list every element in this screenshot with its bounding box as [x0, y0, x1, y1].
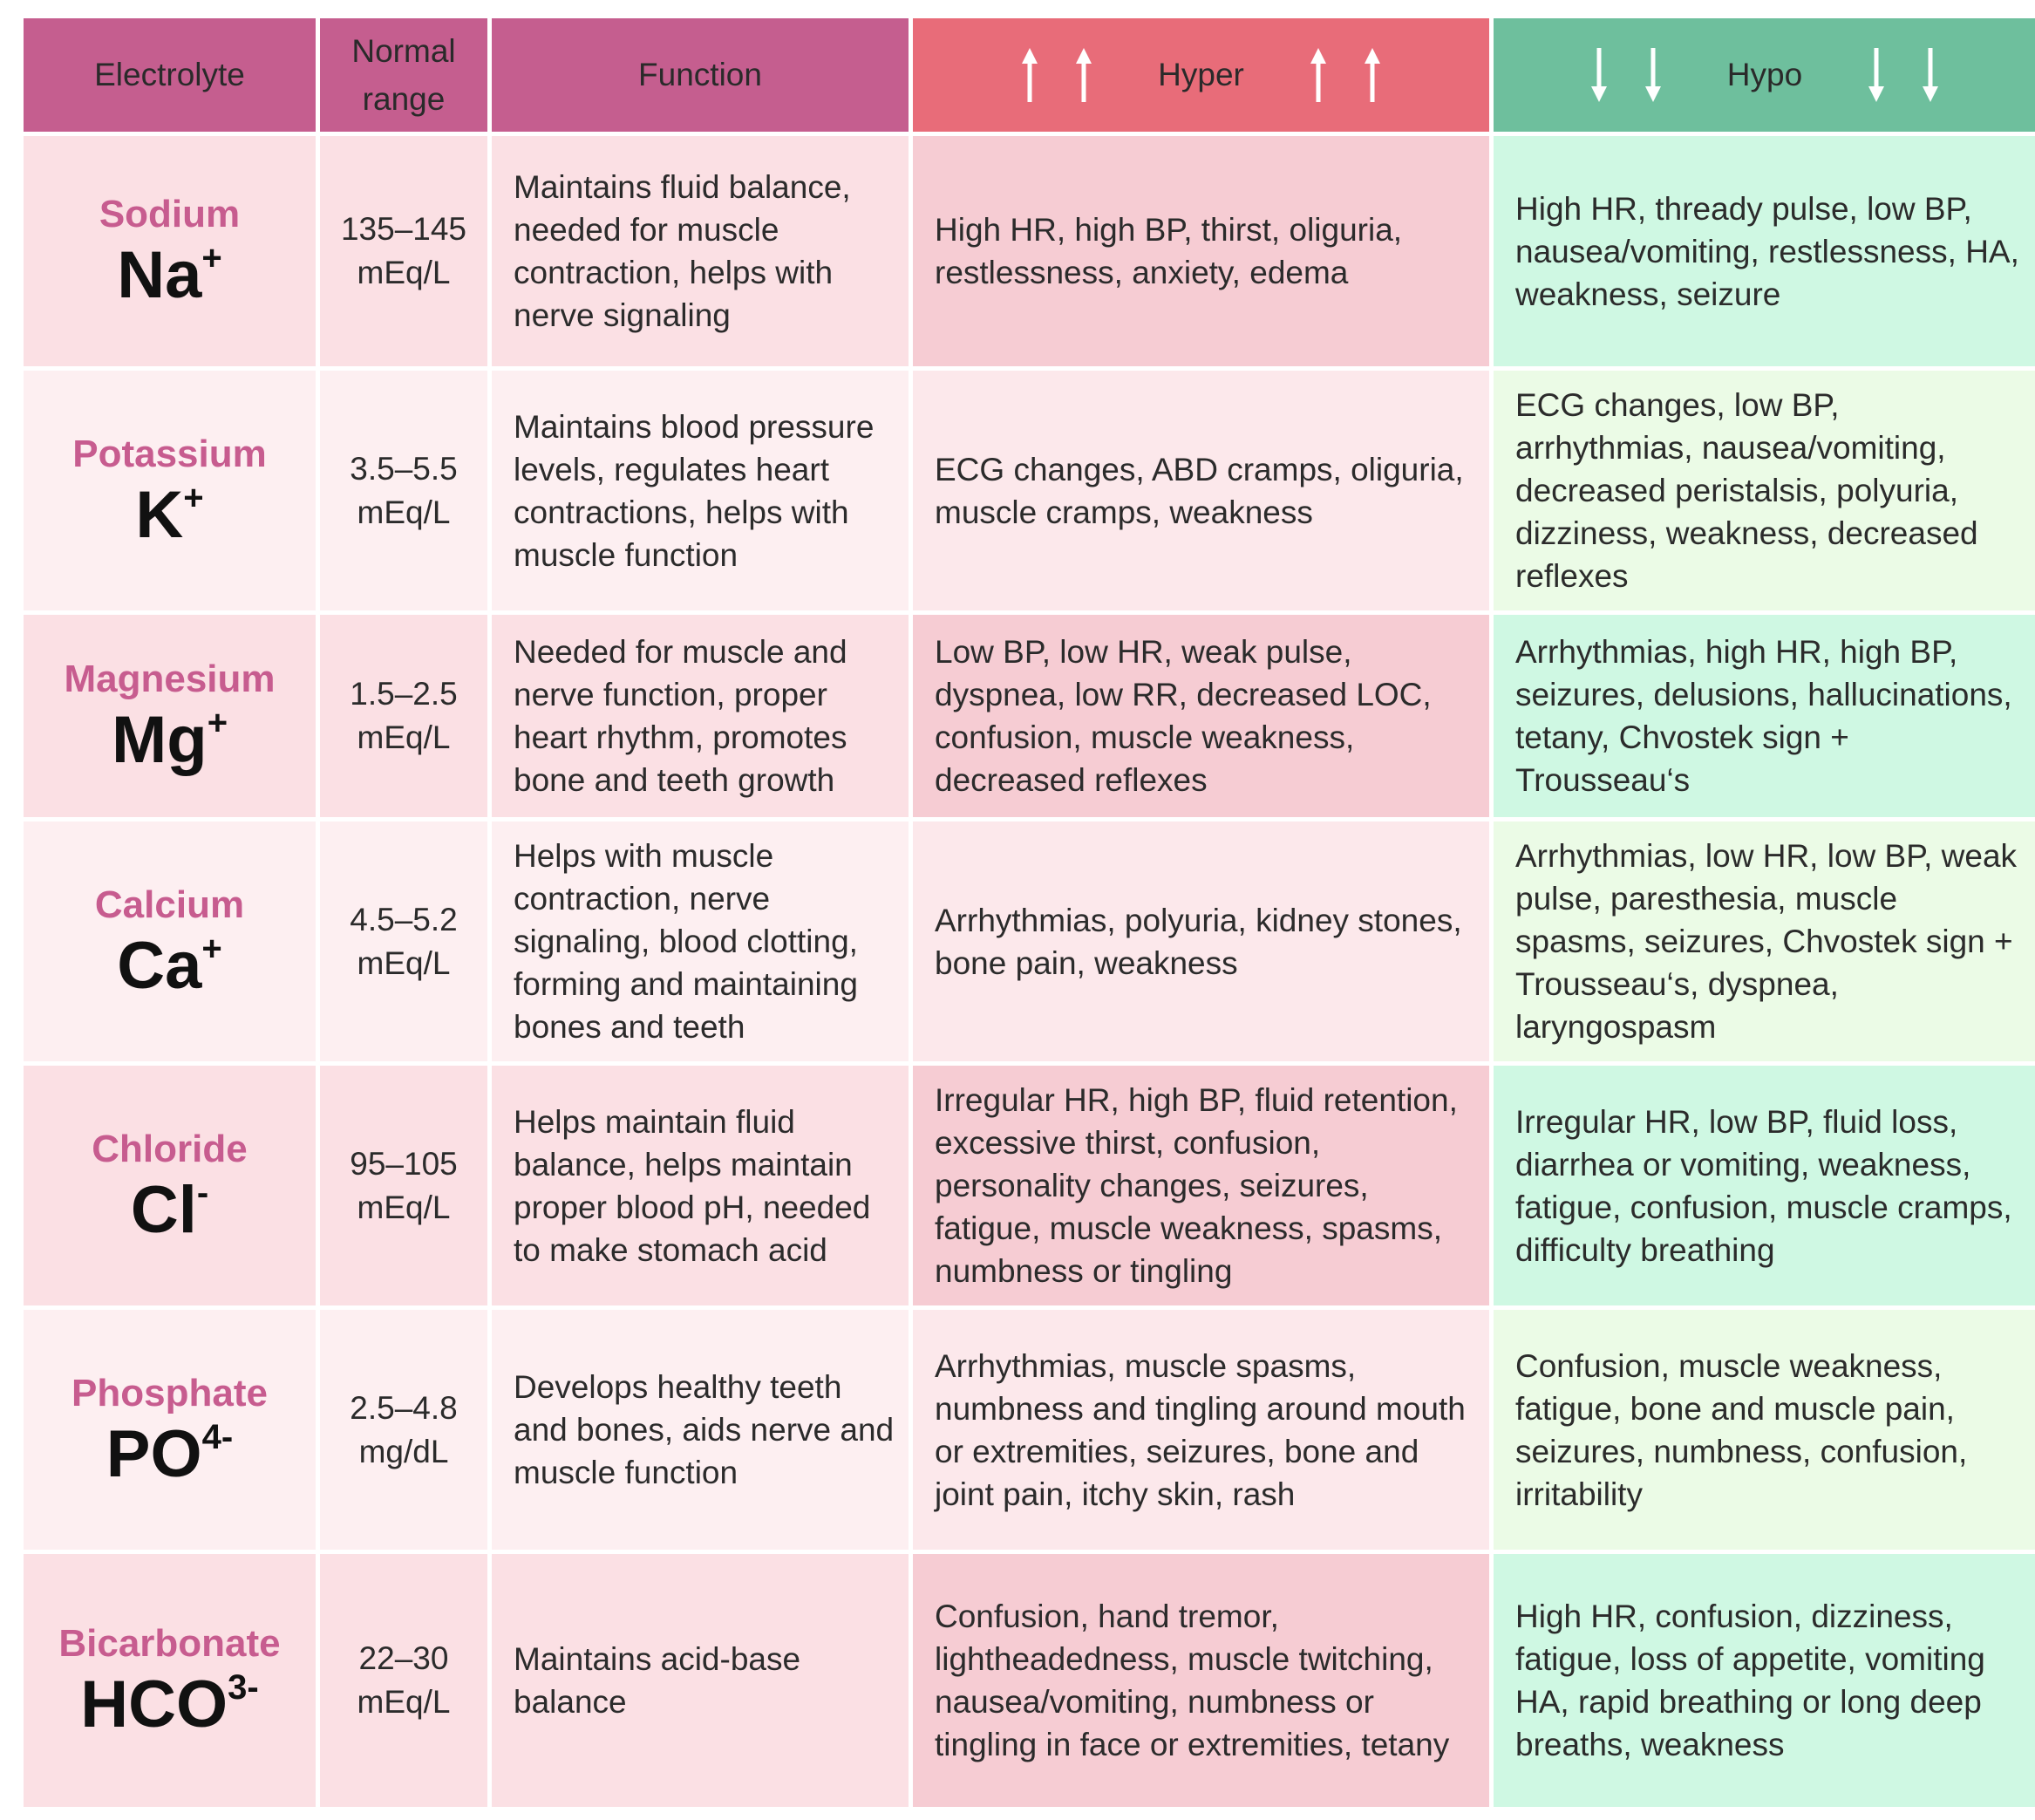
header-hypo-label: Hypo [1726, 57, 1803, 93]
symbol-charge: 4- [201, 1417, 234, 1456]
electrolyte-name: Bicarbonate [58, 1622, 281, 1665]
symbol-charge: - [196, 1173, 209, 1212]
range-value: 4.5–5.2 [350, 901, 458, 937]
electrolyte-cell [24, 136, 316, 366]
range-unit: mEq/L [357, 494, 451, 530]
header-range-line2: range [362, 81, 446, 117]
hyper-cell: ECG changes, ABD cramps, oliguria, muscle cramps, weakness [913, 371, 1489, 610]
table-row-chloride [24, 1066, 2035, 1305]
electrolyte-symbol [24, 1418, 316, 1491]
electrolyte-cell [24, 1310, 316, 1550]
electrolyte-cell [24, 615, 316, 817]
electrolyte-symbol [24, 930, 316, 1003]
up-arrows-right-icon [1309, 46, 1382, 104]
electrolyte-name: Potassium [72, 432, 267, 475]
electrolyte-name: Sodium [99, 193, 241, 235]
electrolyte-cell [24, 371, 316, 610]
electrolyte-symbol [24, 1668, 316, 1742]
header-electrolyte: Electrolyte [24, 18, 316, 132]
header-function: Function [492, 18, 909, 132]
function-cell: Helps with muscle contraction, nerve signaling, blood clotting, forming and maintaining bones and teeth [492, 821, 909, 1061]
normal-range-cell [320, 136, 487, 366]
electrolyte-symbol [24, 1174, 316, 1247]
function-cell: Needed for muscle and nerve function, proper heart rhythm, promotes bone and teeth growth [492, 615, 909, 817]
header-hypo [1494, 18, 2035, 132]
table-row-bicarbonate [24, 1554, 2035, 1807]
range-value: 3.5–5.5 [350, 450, 458, 487]
electrolyte-name: Phosphate [71, 1371, 268, 1414]
range-unit: mEq/L [357, 719, 451, 755]
symbol-charge: + [201, 239, 222, 277]
electrolyte-name: Chloride [92, 1127, 248, 1170]
hyper-cell: Irregular HR, high BP, fluid retention, excessive thirst, confusion, personality changes, seizures, fatigue, muscle weakness, spasms, numbness or tingling [913, 1066, 1489, 1305]
symbol-charge: + [201, 929, 222, 968]
symbol-text: Ca [117, 928, 202, 1003]
table-row-sodium [24, 136, 2035, 366]
hyper-cell: Arrhythmias, polyuria, kidney stones, bone pain, weakness [913, 821, 1489, 1061]
range-value: 22–30 [358, 1640, 449, 1676]
electrolyte-table [19, 14, 2035, 1811]
hypo-cell: Irregular HR, low BP, fluid loss, diarrhea or vomiting, weakness, fatigue, confusion, muscle cramps, difficulty breathing [1494, 1066, 2035, 1305]
normal-range-cell [320, 1310, 487, 1550]
range-unit: mEq/L [357, 1189, 451, 1225]
electrolyte-name: Magnesium [64, 658, 276, 700]
hypo-cell: Confusion, muscle weakness, fatigue, bone and muscle pain, seizures, numbness, confusion, irritability [1494, 1310, 2035, 1550]
symbol-text: K [135, 477, 184, 552]
header-range-line1: Normal [351, 32, 456, 69]
up-arrows-left-icon [1020, 46, 1093, 104]
hyper-cell: Low BP, low HR, weak pulse, dyspnea, low RR, decreased LOC, confusion, muscle weakness, decreased reflexes [913, 615, 1489, 817]
symbol-charge: 3- [228, 1668, 259, 1707]
range-value: 135–145 [340, 211, 467, 247]
table-row-phosphate [24, 1310, 2035, 1550]
hypo-cell: ECG changes, low BP, arrhythmias, nausea/vomiting, decreased peristalsis, polyuria, dizziness, weakness, decreased reflexes [1494, 371, 2035, 610]
hypo-cell: Arrhythmias, low HR, low BP, weak pulse, paresthesia, muscle spasms, seizures, Chvostek sign + Trousseau‘s, dyspnea, laryngospasm [1494, 821, 2035, 1061]
normal-range-cell [320, 1066, 487, 1305]
range-unit: mg/dL [358, 1433, 449, 1469]
header-normal-range [320, 18, 487, 132]
normal-range-cell [320, 371, 487, 610]
normal-range-cell [320, 615, 487, 817]
down-arrows-left-icon [1589, 46, 1663, 104]
function-cell: Maintains blood pressure levels, regulates heart contractions, helps with muscle function [492, 371, 909, 610]
table-row-magnesium [24, 615, 2035, 817]
range-value: 95–105 [350, 1145, 458, 1182]
range-unit: mEq/L [357, 255, 451, 290]
range-value: 1.5–2.5 [350, 676, 458, 712]
symbol-text: Na [117, 238, 202, 312]
function-cell: Helps maintain fluid balance, helps maintain proper blood pH, needed to make stomach acid [492, 1066, 909, 1305]
hyper-cell: High HR, high BP, thirst, oliguria, restlessness, anxiety, edema [913, 136, 1489, 366]
range-unit: mEq/L [357, 1684, 451, 1720]
electrolyte-cell [24, 821, 316, 1061]
normal-range-cell [320, 1554, 487, 1807]
header-row [24, 18, 2035, 132]
normal-range-cell [320, 821, 487, 1061]
symbol-text: Mg [111, 703, 208, 777]
electrolyte-table-container [24, 18, 2019, 1800]
table-row-calcium [24, 821, 2035, 1061]
electrolyte-symbol [24, 704, 316, 777]
electrolyte-symbol [24, 239, 316, 312]
function-cell: Maintains fluid balance, needed for muscle contraction, helps with nerve signaling [492, 136, 909, 366]
symbol-charge: + [207, 704, 228, 742]
range-unit: mEq/L [357, 944, 451, 981]
symbol-text: Cl [130, 1172, 197, 1247]
hypo-cell: Arrhythmias, high HR, high BP, seizures, delusions, hallucinations, tetany, Chvostek sign + Trousseau‘s [1494, 615, 2035, 817]
hyper-cell: Confusion, hand tremor, lightheadedness, muscle twitching, nausea/vomiting, numbness or tingling in face or extremities, tetany [913, 1554, 1489, 1807]
symbol-text: HCO [80, 1667, 228, 1742]
function-cell: Maintains acid-base balance [492, 1554, 909, 1807]
symbol-text: PO [105, 1416, 202, 1491]
electrolyte-symbol [24, 479, 316, 552]
range-value: 2.5–4.8 [350, 1389, 458, 1426]
table-row-potassium [24, 371, 2035, 610]
function-cell: Develops healthy teeth and bones, aids nerve and muscle function [492, 1310, 909, 1550]
symbol-charge: + [183, 478, 204, 517]
electrolyte-name: Calcium [94, 883, 245, 926]
down-arrows-right-icon [1867, 46, 1940, 104]
electrolyte-cell [24, 1554, 316, 1807]
electrolyte-cell [24, 1066, 316, 1305]
header-hyper-label: Hyper [1158, 57, 1244, 93]
header-hyper [913, 18, 1489, 132]
hyper-cell: Arrhythmias, muscle spasms, numbness and tingling around mouth or extremities, seizures, bone and joint pain, itchy skin, rash [913, 1310, 1489, 1550]
hypo-cell: High HR, confusion, dizziness, fatigue, loss of appetite, vomiting HA, rapid breathing or long deep breaths, weakness [1494, 1554, 2035, 1807]
hypo-cell: High HR, thready pulse, low BP, nausea/vomiting, restlessness, HA, weakness, seizure [1494, 136, 2035, 366]
